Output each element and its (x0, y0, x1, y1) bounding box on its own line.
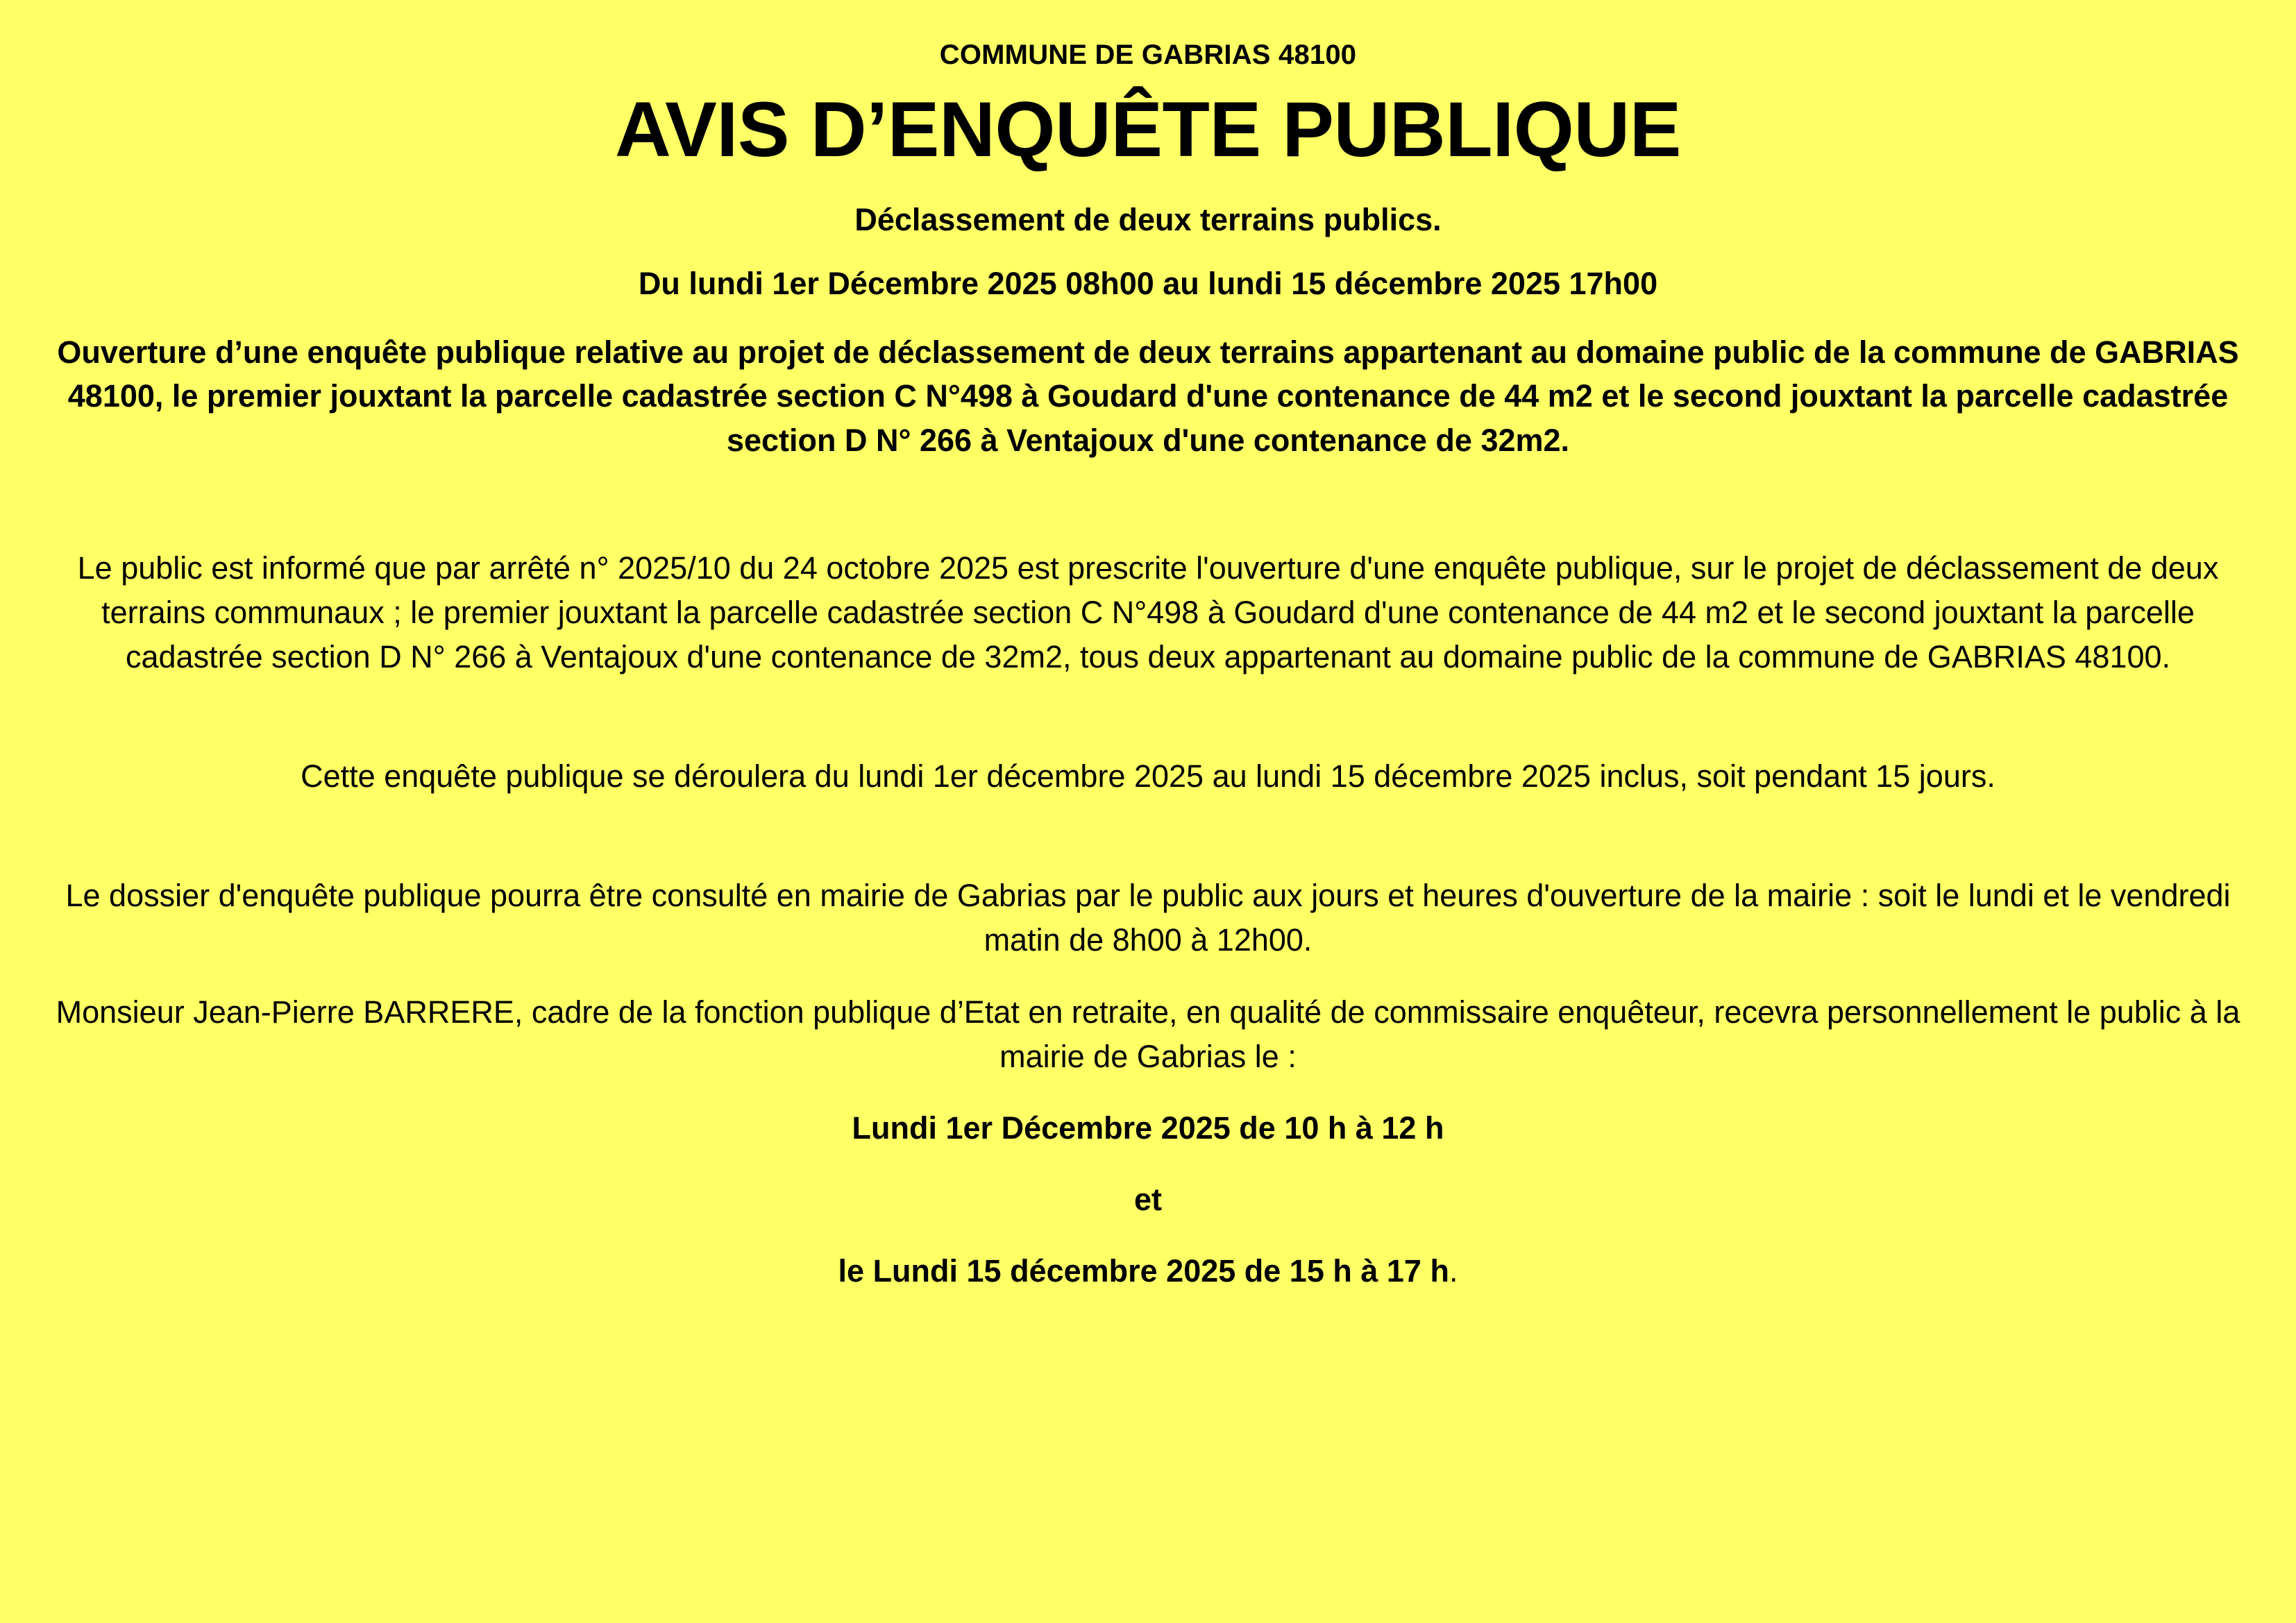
permanence-conjunction: et (1133, 1182, 1162, 1218)
paragraph-duree: Cette enquête publique se déroulera du lundi 1er décembre 2025 au lundi 15 décembre 2025 inclus, soit pendant 15 jours. (301, 758, 1995, 794)
page-title: AVIS D’ENQUÊTE PUBLIQUE (615, 86, 1681, 173)
permanence-date-2: le Lundi 15 décembre 2025 de 15 h à 17 h (838, 1253, 1449, 1289)
spacer (49, 799, 2247, 874)
spacer (49, 962, 2247, 990)
permanence-date-2-period: . (1449, 1253, 1458, 1289)
subtitle: Déclassement de deux terrains publics. (854, 201, 1442, 237)
spacer (49, 463, 2247, 546)
permanence-date-2-line (49, 1249, 2247, 1293)
commune-header: COMMUNE DE GABRIAS 48100 (939, 40, 1357, 70)
spacer (49, 1221, 2247, 1249)
spacer (49, 1150, 2247, 1178)
paragraph-consultation: Le dossier d'enquête publique pourra être consulté en mairie de Gabrias par le public aux jours et heures d'ouverture de la mairie : soit le lundi et le vendredi matin de 8h00 à 12h00. (65, 877, 2231, 958)
intro-paragraph: Ouverture d’une enquête publique relative au projet de déclassement de deux terrains appartenant au domaine public de la commune de GABRIAS 48100, le premier jouxtant la parcelle cadastrée section C N°498 à Goudard d'une contenance de 44 m2 et le second jouxtant la parcelle cadastrée section D N° 266 à Ventajoux d'une contenance de 32m2. (57, 334, 2239, 459)
spacer (49, 679, 2247, 754)
permanence-date-1: Lundi 1er Décembre 2025 de 10 h à 12 h (852, 1110, 1444, 1146)
paragraph-commissaire: Monsieur Jean-Pierre BARRERE, cadre de la fonction publique d’Etat en retraite, en qualité de commissaire enquêteur, recevra personnellement le public à la mairie de Gabrias le : (56, 994, 2240, 1074)
date-range: Du lundi 1er Décembre 2025 08h00 au lundi 15 décembre 2025 17h00 (638, 265, 1658, 301)
spacer (49, 1078, 2247, 1106)
paragraph-arrete: Le public est informé que par arrêté n° 2025/10 du 24 octobre 2025 est prescrite l'ouverture d'une enquête publique, sur le projet de déclassement de deux terrains communaux ; le premier jouxtant la parcelle cadastrée section C N°498 à Goudard d'une contenance de 44 m2 et le second jouxtant la parcelle cadastrée section D N° 266 à Ventajoux d'une contenance de 32m2, tous deux appartenant au domaine public de la commune de GABRIAS 48100. (77, 550, 2219, 675)
